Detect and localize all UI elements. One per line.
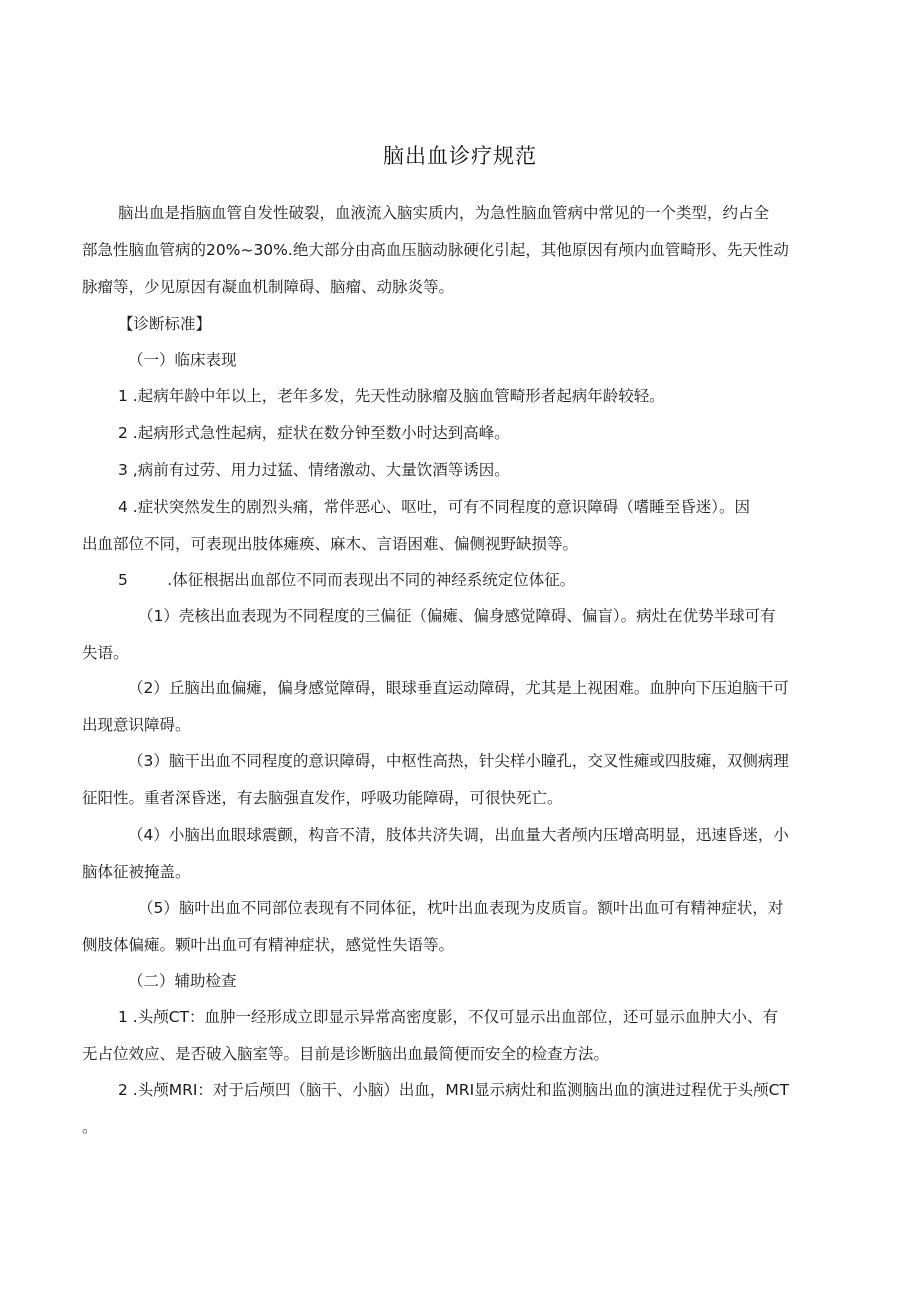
subitem-4-line-1: （4）小脑出血眼球震颤，构音不清，肢体共济失调，出血量大者颅内压增高明显，迅速昏迷，小: [128, 826, 789, 844]
page-title: 脑出血诊疗规范: [383, 144, 537, 168]
subsection-auxiliary-label: （二）辅助检查: [128, 972, 237, 990]
list-item: [82, 489, 842, 563]
sub-list-item: [82, 670, 842, 744]
item-3-text: 3 ,病前有过劳、用力过猛、情绪激动、大量饮酒等诱因。: [118, 461, 510, 479]
subsection-clinical-label: （一）临床表现: [128, 351, 237, 369]
list-item: [82, 562, 842, 599]
list-item: [82, 1072, 842, 1146]
subitem-5-line-1: （5）脑叶出血不同部位表现有不同体征，枕叶出血表现为皮质盲。额叶出血可有精神症状，对: [138, 899, 784, 917]
subitem-2-line-2: 出现意识障碍。: [82, 716, 191, 734]
section-diagnosis-heading: [82, 306, 842, 343]
sub-list-item: [82, 817, 842, 891]
subitem-4-line-2: 脑体征被掩盖。: [82, 863, 191, 881]
aux-item-2-line-2: 。: [82, 1118, 98, 1136]
list-item: [82, 378, 842, 415]
list-item: [82, 452, 842, 489]
list-item: [82, 415, 842, 452]
subitem-1-line-1: （1）壳核出血表现为不同程度的三偏征（偏瘫、偏身感觉障碍、偏盲）。病灶在优势半球可有: [138, 607, 776, 625]
aux-item-2-line-1: 2 .头颅MRI：对于后颅凹（脑干、小脑）出血，MRI显示病灶和监测脑出血的演进过程优于头颅CT: [118, 1081, 789, 1099]
item-5-text: 5 .体征根据出血部位不同而表现出不同的神经系统定位体征。: [118, 571, 576, 589]
item-1-text: 1 .起病年龄中年以上，老年多发，先天性动脉瘤及脑血管畸形者起病年龄较轻。: [118, 387, 665, 405]
subitem-3-line-2: 征阳性。重者深昏迷，有去脑强直发作，呼吸功能障碍，可很快死亡。: [82, 789, 563, 807]
subitem-5-line-2: 侧肢体偏瘫。颗叶出血可有精神症状，感觉性失语等。: [82, 936, 455, 954]
sub-list-item: [82, 598, 842, 672]
item-4-line-2: 出血部位不同，可表现出肢体瘫痪、麻木、言语困难、偏侧视野缺损等。: [82, 535, 579, 553]
intro-line-2: 部急性脑血管病的20%~30%.绝大部分由高血压脑动脉硬化引起，其他原因有颅内血管畸形、先天性动: [82, 241, 789, 259]
subitem-1-line-2: 失语。: [82, 644, 129, 662]
list-item: [82, 999, 842, 1073]
section-diagnosis-label: 【诊断标准】: [118, 315, 212, 333]
intro-paragraph: [82, 195, 842, 306]
subitem-2-line-1: （2）丘脑出血偏瘫，偏身感觉障碍，眼球垂直运动障碍，尤其是上视困难。血肿向下压迫脑干可: [128, 679, 789, 697]
item-2-text: 2 .起病形式急性起病，症状在数分钟至数小时达到高峰。: [118, 424, 510, 442]
aux-item-1-line-1: 1 .头颅CT：血肿一经形成立即显示异常高密度影，不仅可显示出血部位，还可显示血肿大小、有: [118, 1008, 779, 1026]
subitem-3-line-1: （3）脑干出血不同程度的意识障碍，中枢性高热，针尖样小瞳孔，交叉性瘫或四肢瘫，双侧病理: [128, 752, 789, 770]
sub-list-item: [82, 890, 842, 964]
subsection-auxiliary-heading: [82, 963, 842, 1000]
subsection-clinical-heading: [82, 342, 842, 379]
intro-line-3: 脉瘤等，少见原因有凝血机制障碍、脑瘤、动脉炎等。: [82, 278, 455, 296]
item-4-line-1: 4 .症状突然发生的剧烈头痛，常伴恶心、呕吐，可有不同程度的意识障碍（嗜睡至昏迷）。因: [118, 498, 750, 516]
intro-line-1: 脑出血是指脑血管自发性破裂，血液流入脑实质内，为急性脑血管病中常见的一个类型，约占全: [118, 204, 770, 222]
sub-list-item: [82, 743, 842, 817]
aux-item-1-line-2: 无占位效应、是否破入脑室等。目前是诊断脑出血最简便而安全的检查方法。: [82, 1045, 610, 1063]
